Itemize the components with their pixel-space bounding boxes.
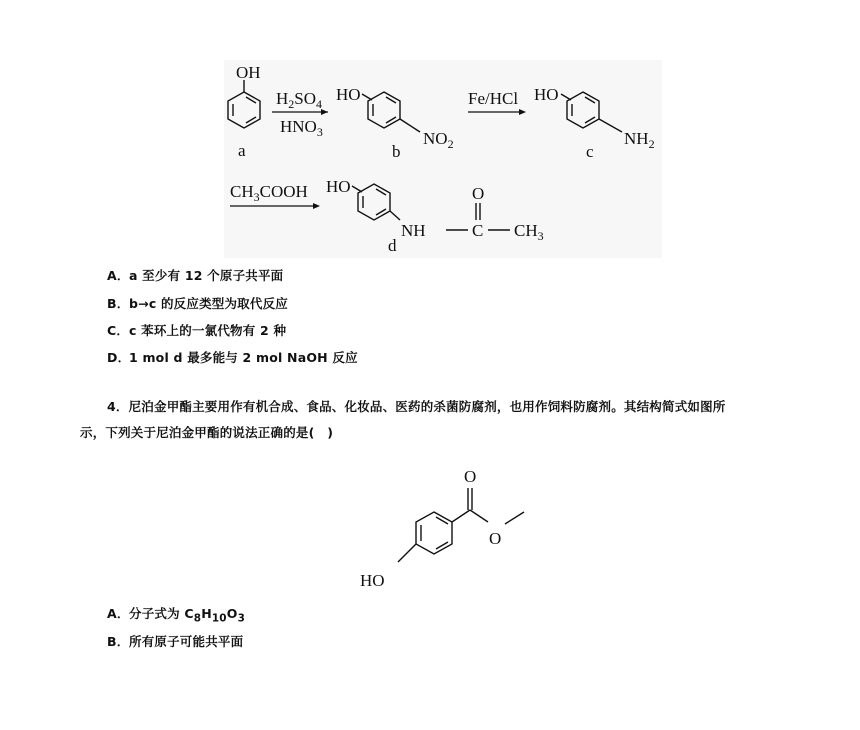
option-key: C． (107, 323, 130, 338)
option-key: B． (107, 296, 130, 311)
d-nh-text: NH (401, 221, 426, 240)
a-oh-text: OH (236, 63, 261, 82)
q3-option-b (107, 294, 288, 312)
b-no2-text: $NO_2$ (423, 129, 454, 151)
formula-h-count: 10 (211, 612, 227, 625)
methylparaben-svg (352, 462, 532, 592)
arrow-1-head (321, 109, 328, 115)
q4-option-b (107, 632, 243, 650)
option-text: b→c 的反应类型为取代反应 (129, 296, 288, 311)
d-ch3-text: $CH_3$ (514, 221, 544, 243)
b-ho-text: HO (336, 85, 361, 104)
label-c: c (586, 142, 594, 161)
q3-option-c (107, 321, 286, 339)
question-4-line-2: 示，下列关于尼泊金甲酯的说法正确的是( ) (80, 425, 334, 440)
arrow-3-head (313, 203, 320, 209)
methylparaben-bonds (398, 488, 524, 562)
option-text: 所有原子可能共平面 (129, 634, 244, 649)
d-ho-text: HO (326, 177, 351, 196)
option-text: c 苯环上的一氯代物有 2 种 (129, 323, 287, 338)
option-text: 1 mol d 最多能与 2 mol NaOH 反应 (129, 350, 358, 365)
formula-h: H (201, 606, 212, 621)
d-o-text: O (472, 184, 485, 203)
option-key: B． (107, 634, 130, 649)
label-d: d (388, 236, 397, 255)
formula (184, 606, 246, 625)
arrow-2-reagent: Fe/HCl (468, 89, 519, 108)
question-4-line-1: 4．尼泊金甲酯主要用作有机合成、食品、化妆品、医药的杀菌防腐剂，也用作饲料防腐剂。其结构简式如图所 (107, 399, 726, 414)
option-key: A． (107, 606, 130, 621)
methylparaben-structure (352, 462, 532, 592)
formula-c: C (184, 606, 194, 621)
arrow-1-reagent-top: $H_2SO_4$ (276, 89, 323, 111)
reaction-scheme-svg (224, 60, 662, 258)
option-key: A． (107, 268, 130, 283)
compound-c (561, 92, 622, 132)
reaction-scheme-figure (224, 60, 662, 258)
label-a: a (238, 141, 246, 160)
c-nh2-text: $NH_2$ (624, 129, 655, 151)
top-o-text: O (464, 467, 477, 486)
ho-text: HO (360, 571, 385, 590)
label-b: b (392, 142, 401, 161)
arrow-1-reagent-bottom: $HNO_3$ (280, 117, 323, 139)
ester-o-text: O (489, 529, 502, 548)
d-c-text: C (472, 221, 484, 240)
option-key: D． (107, 350, 131, 365)
option-text-prefix: 分子式为 (129, 606, 185, 621)
formula-o-count: 3 (237, 612, 246, 625)
formula-o: O (226, 606, 238, 621)
formula-c-count: 8 (193, 612, 202, 625)
arrow-3-reagent: $CH_3COOH$ (230, 182, 308, 204)
compound-b (362, 92, 420, 132)
option-text: a 至少有 12 个原子共平面 (129, 268, 284, 283)
q4-option-a (107, 604, 245, 625)
q3-option-a (107, 266, 283, 284)
arrow-2-head (519, 109, 526, 115)
q3-option-d (107, 348, 358, 366)
compound-a (228, 80, 260, 128)
compound-d (352, 184, 510, 230)
c-ho-text: HO (534, 85, 559, 104)
